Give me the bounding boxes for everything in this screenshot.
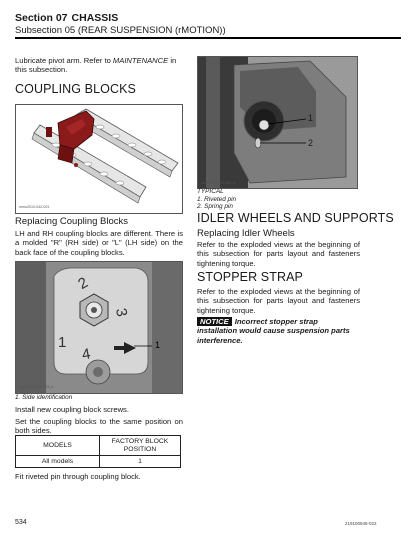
block-position-header-text: FACTORY BLOCK POSITION [111, 437, 169, 453]
fit-riveted-pin-text: Fit riveted pin through coupling block. [15, 472, 141, 481]
coupling-block-photo [16, 262, 182, 393]
figure-code: mmo2010-042-001 [19, 205, 50, 209]
install-screws-text: Install new coupling block screws. [15, 405, 129, 414]
figure-caption: 1. Side identification [15, 394, 73, 401]
notice-text: Incorrect stopper strap installation would cause suspension parts interference. [197, 317, 350, 345]
caption-riveted-pin: 1. Riveted pin [197, 195, 237, 203]
block-number-4: 4 [80, 345, 92, 364]
block-number-2: 2 [75, 274, 92, 293]
header-divider [15, 37, 401, 39]
page-number: 534 [15, 519, 27, 526]
table-header-row [16, 436, 181, 456]
subsection-title: Subsection 05 (REAR SUSPENSION (rMOTION)) [15, 25, 226, 36]
figure-code: mmo2010-042-003_a [201, 181, 236, 185]
replacing-coupling-blocks-heading: Replacing Coupling Blocks [15, 216, 129, 227]
stopper-strap-heading: STOPPER STRAP [197, 270, 303, 284]
column-header-block-position [100, 436, 181, 456]
table-row [16, 456, 181, 468]
table-cell-position: 1 [100, 456, 181, 468]
set-position-text: Set the coupling blocks to the same position on both sides. [15, 417, 183, 436]
coupling-block-illustration [16, 105, 182, 213]
block-position-table [15, 435, 181, 468]
block-number-1: 1 [58, 334, 67, 351]
document-number: 219100946-022 [345, 521, 377, 526]
block-number-3: 3 [112, 306, 131, 319]
intro-text: Lubricate pivot arm. Refer to [15, 56, 113, 65]
riveted-pin-photo [198, 57, 357, 188]
notice-block [197, 317, 360, 345]
riveted-pin-figure [197, 56, 358, 189]
idler-wheels-text: Refer to the exploded views at the beginning of this subsection for parts layout and fasteners tightening torque. [197, 240, 360, 268]
stopper-strap-text: Refer to the exploded views at the beginning of this subsection for parts layout and fasteners tightening torque. [197, 287, 360, 315]
figure-code: mmo2010-042-005_a [19, 385, 54, 389]
intro-paragraph [15, 56, 183, 75]
maintenance-reference: MAINTENANCE [112, 56, 169, 65]
caption-typical: TYPICAL [197, 188, 224, 195]
section-title [15, 12, 118, 24]
notice-badge: NOTICE [197, 317, 232, 326]
callout-1: 1 [308, 113, 314, 123]
coupling-block-figure [15, 104, 183, 214]
idler-wheels-heading: IDLER WHEELS AND SUPPORTS [197, 211, 394, 225]
side-identification-figure [15, 261, 183, 394]
replacing-idler-wheels-heading: Replacing Idler Wheels [197, 228, 295, 239]
coupling-blocks-description: LH and RH coupling blocks are different. There is a molded "R" (RH side) or "L" (LH side) on the back face of the coupling blocks. [15, 229, 183, 257]
caption-spring-pin: 2. Spring pin [197, 203, 233, 211]
section-label: Section 07 [15, 12, 68, 24]
callout-2: 2 [308, 138, 314, 148]
callout-1: 1 [155, 340, 161, 350]
column-header-models: MODELS [16, 436, 100, 456]
coupling-blocks-heading: COUPLING BLOCKS [15, 82, 136, 96]
chassis-label: CHASSIS [71, 12, 119, 24]
figure-caption [197, 188, 236, 211]
intro-text-end: in this subsection. [15, 56, 177, 75]
table-cell-model: All models [16, 456, 100, 468]
